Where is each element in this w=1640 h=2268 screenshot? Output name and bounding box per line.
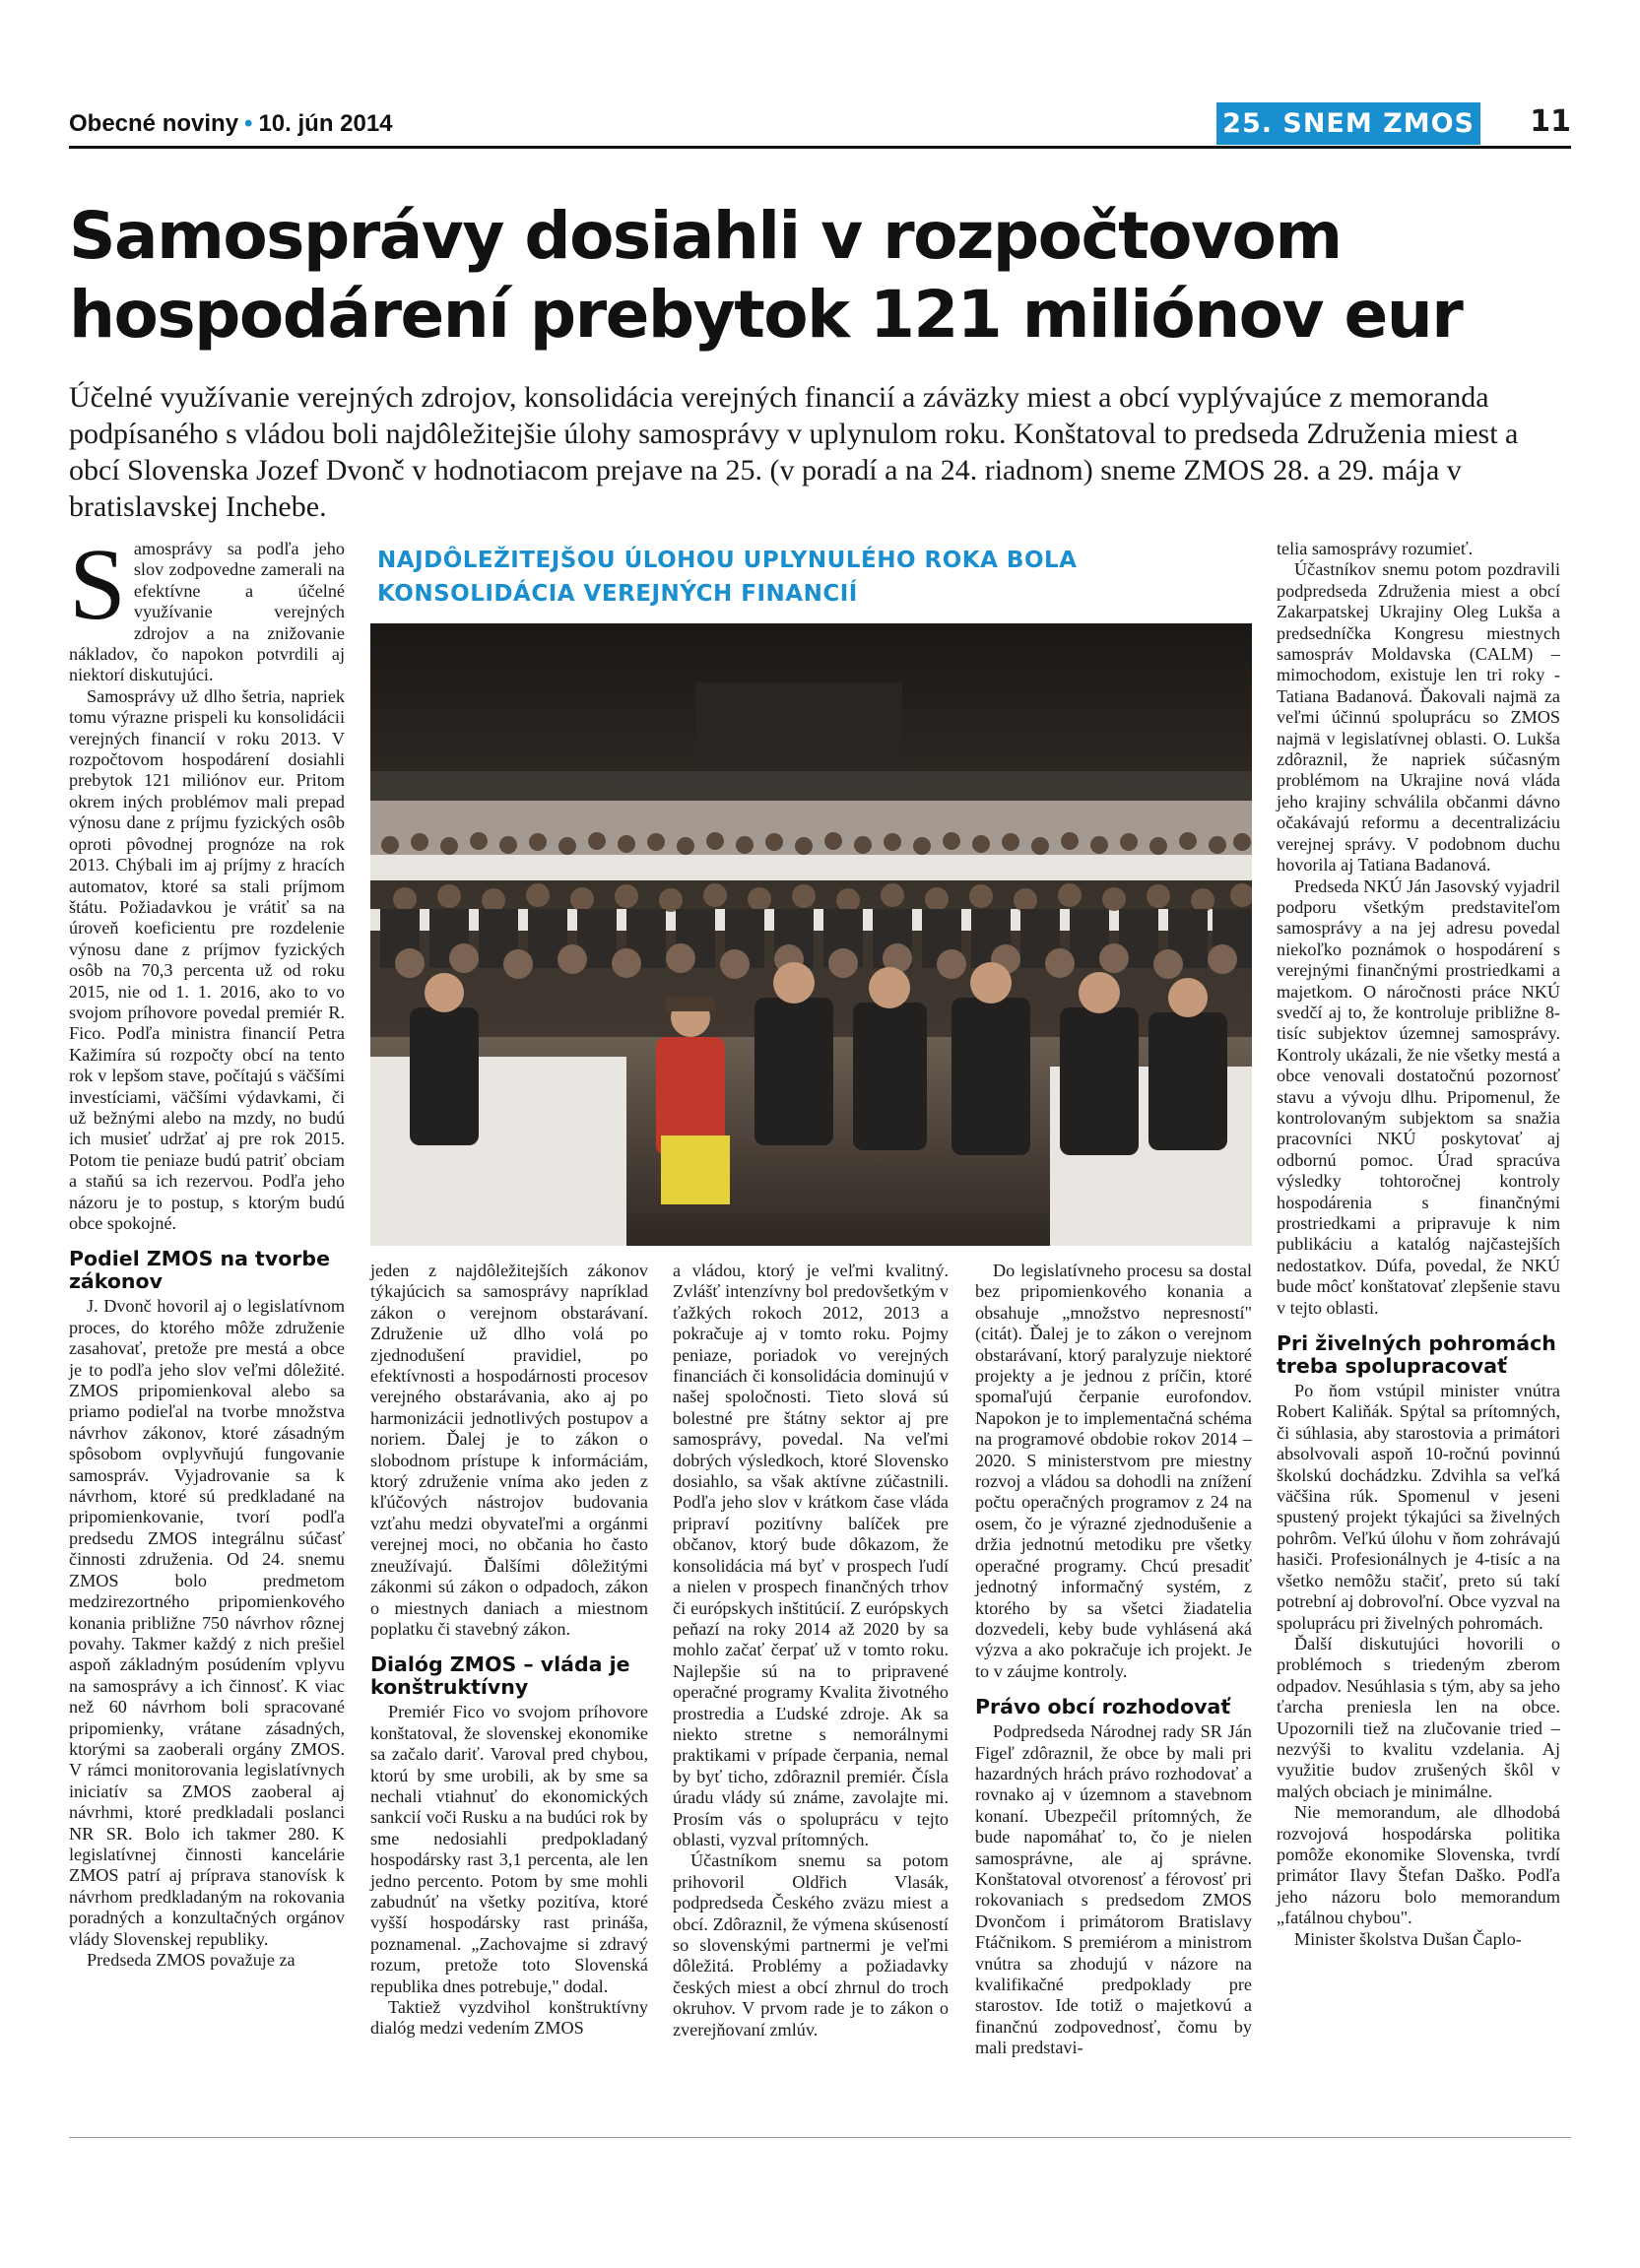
paragraph: Účastníkov snemu potom pozdravili podpredseda Združenia miest a obcí Zakarpatskej Ukrajiny Oleg Lukša a predsedníčka Kongresu miestnych samospráv Moldavska (CALM) – mimochodom, existuje len tri roky - Tatiana Badanová. Ďakovali najmä za veľmi účinnú spoluprácu so ZMOS najmä v legislatívnej oblasti. O. Lukša zdôraznil, že napriek súčasným problémom na Ukrajine nová vláda jeho krajiny schválila občanmi dávno očakávajú reformu a decentralizáciu verejnej správy. V podobnom duchu hovorila aj Tatiana Badanová. [1277, 559, 1560, 875]
publication-name: Obecné noviny [69, 110, 239, 137]
page-header [69, 102, 1571, 148]
lead-paragraph: Účelné využívanie verejných zdrojov, konsolidácia verejných financií a záväzky miest a obcí vyplývajúce z memoranda podpísaného s vládou boli najdôležitejšie úlohy samosprávy v uplynulom roku. Konštatoval to predseda Združenia miest a obcí Slovenska Jozef Dvonč v hodnotiacom prejave na 25. (v poradí a na 24. riadnom) sneme ZMOS 28. a 29. mája v bratislavskej Inchebe. [69, 381, 1519, 523]
conference-photo [370, 623, 1252, 1246]
separator-dot: • [244, 110, 253, 137]
paragraph: Do legislatívneho procesu sa dostal bez pripomienkového konania a obsahuje „množstvo nepresností" (citát). Ďalej je to zákon o verejnom obstarávaní, ktorý paralyzuje niektoré projekty a je jednou z príčin, ktoré spomaľujú čerpanie eurofondov. Napokon je to implementačná schéma na programové obdobie rokov 2014 – 2020. S ministerstvom pre miestny rozvoj a vládou sa dohodli na znížení počtu operačných programov z 24 na osem, čo je výrazné zjednodušenie a držia jednotnú metodiku pre všetky operačné programy. Chcú presadiť jednotný informačný systém, z ktorého by sa všetci žiadatelia dozvedeli, keby bude vyhlásená aká výzva a ako pokračuje ich projekt. Je to v záujme kontroly. [975, 1261, 1252, 1681]
subhead-line-2: KONSOLIDÁCIA VEREJNÝCH FINANCIÍ [377, 581, 858, 607]
column-5 [1277, 539, 1560, 1950]
page-number: 11 [1530, 104, 1571, 139]
paragraph [69, 528, 345, 686]
footer-rule [69, 2137, 1571, 2138]
column-1 [69, 528, 345, 1971]
publication-line [69, 110, 393, 138]
paragraph: Nie memorandum, ale dlhodobá rozvojová hospodárska politika pomôže ekonomike Slovenska, tvrdí primátor Ilavy Štefan Daško. Podľa jeho názoru bolo memorandum „fatálnou chybou". [1277, 1802, 1560, 1928]
paragraph: Predseda NKÚ Ján Jasovský vyjadril podporu všetkým predstaviteľom samosprávy a na jej adresu povedal niekoľko poznámok o hospodárení s verejnými finančnými prostriedkami a majetkom. O náročnosti práce NKÚ svedčí aj to, že kontroluje približne 8-tisíc subjektov územnej samosprávy. Kontroly ukázali, že nie všetky mestá a obce venovali dostatočnú pozornosť stavu a vývoju dlhu. Pripomenul, že kontrolovaným subjektom sa snažia pracovníci NKÚ poskytovať aj odbornú pomoc. Úrad spracúva výsledky tohtoročnej kontroly hospodárenia s finančnými prostriedkami a pripravuje k nim publikáciu a katalóg najčastejších nedostatkov. Dúfa, povedal, že NKÚ bude môcť konštatovať zlepšenie stavu v tejto oblasti. [1277, 875, 1560, 1318]
column-3 [673, 1261, 949, 2041]
paragraph: Po ňom vstúpil minister vnútra Robert Kaliňák. Spýtal sa prítomných, či súhlasia, aby starostovia a primátori absolvovali aspoň 10-ročnú povinnú školskú dochádzku. Zdvihla sa veľká väčšina rúk. Spomenul v jeseni spustený projekt týkajúci sa živelných pohrôm. Veľkú úlohu v ňom zohrávajú hasiči. Profesionálnych je 4-tisíc a na všetko nemôžu stačiť, preto sú takí potrební aj dobrovoľní. Obce vyzval na spoluprácu pri živelných pohromách. [1277, 1381, 1560, 1633]
paragraph: Taktiež vyzdvihol konštruktívny dialóg medzi vedením ZMOS [370, 1997, 648, 2039]
paragraph: Ďalší diskutujúci hovorili o problémoch s triedeným zberom odpadov. Nesúhlasia s tým, aby sa jeho ťarcha preniesla len na obce. Upozornili tiež na zlučovanie tried – nezvýši to kvalitu vzdelania. Aj využitie budov zrušených škôl v malých obciach je minimálne. [1277, 1633, 1560, 1801]
paragraph: J. Dvonč hovoril aj o legislatívnom proces, do ktorého môže združenie zasahovať, pretože pre mestá a obce je to podľa jeho slov veľmi dôležité. ZMOS pripomienkoval alebo sa priamo podieľal na tvorbe množstva návrhov zákonov, ktoré zásadným spôsobom ovplyvňujú fungovanie samospráv. Vyjadrovanie sa k návrhom, ktoré sú predkladané na pripomienkovanie, tvorí podľa predsedu ZMOS integrálnu súčasť činnosti združenia. Od 24. snemu ZMOS bolo predmetom medzirezortného pripomienkového konania približne 750 návrhov rôznej povahy. Takmer každý z nich prešiel aspoň základným posúdením vplyvu na samosprávy a ich činnosť. K viac než 60 návrhom boli spracované pripomienky, vrátane zásadných, ktorými sa zaoberali orgány ZMOS. V rámci monitorovania legislatívnych iniciatív sa ZMOS zaoberal aj návrhmi, ktoré predkladali poslanci NR SR. Bolo ich takmer 280. K legislatívnej činnosti kancelárie ZMOS patrí aj príprava stanovísk k návrhom predkladaným na rokovania poradných a konzultačných orgánov vlády Slovenskej republiky. [69, 1296, 345, 1949]
paragraph: Premiér Fico vo svojom príhovore konštatoval, že slovenskej ekonomike sa začalo dariť. Varoval pred chybou, ktorú by sme urobili, ak by sme sa nechali vtiahnuť do ekonomických sankcií voči Rusku a na budúci rok by sme nedosiahli predpokladaný hospodársky rast 3,1 percenta, ale len jedno percento. Potom by sme mohli zabudnúť na všetky pozitíva, ktoré vyšší hospodársky rast prináša, poznamenal. „Zachovajme si zdravý rozum, pretože toto Slovenská republika dnes potrebuje," dodal. [370, 1702, 648, 1996]
paragraph: telia samosprávy rozumieť. [1277, 539, 1474, 558]
paragraph: Podpredseda Národnej rady SR Ján Figeľ zdôraznil, že obce by mali pri hazardných hrách právo rozhodovať a rovnako aj v územnom a stavebnom konaní. Ubezpečil prítomných, že bude napomáhať to, čo je nielen samosprávne, ale aj správne. Konštatoval otvorenosť a férovosť pri rokovaniach s predsedom ZMOS Dvončom i primátorom Bratislavy Ftáčnikom. S premiérom a ministrom vnútra sa zhodujú v názore na kvalifikačné predpoklady pre starostov. Ide totiž o majetkovú a finančnú zodpovednosť, čomu by mali predstavi- [975, 1721, 1252, 2058]
paragraph-text: amosprávy sa podľa jeho slov zodpovedne zamerali na efektívne a účelné využívanie verejných zdrojov a na znižovanie nákladov, čo napokon potvrdili aj niektorí diskutujúci. [69, 539, 345, 685]
headline-line-2: hospodárení prebytok 121 miliónov eur [69, 277, 1463, 353]
column-2 [370, 1261, 648, 2040]
photo-subhead [377, 544, 1244, 611]
paragraph: Samosprávy už dlho šetria, napriek tomu výrazne prispeli ku konsolidácii verejných financií v roku 2013. V rozpočtovom hospodárení dosiahli prebytok 121 miliónov eur. Pritom okrem iných problémov mali prepad výnosu dane z príjmu fyzických osôb oproti pôvodnej prognóze na rok 2013. Chýbali im aj príjmy z hracích automatov, ktoré sa stali príjmom štátu. Požiadavkou je vrátiť sa na úroveň koeficientu pre rozdelenie výnosu dane z príjmov fyzických osôb na 70,3 percenta už od roku 2015, nie od 1. 1. 2016, ako to vo svojom príhovore povedal premiér R. Fico. Podľa ministra financií Petra Kažimíra sú rozpočty obcí na tento rok v lepšom stave, počítajú s väčšími investíciami, väčšími výdavkami, či už bežnými alebo na mzdy, no budú ich musieť udržať aj pre rok 2015. Potom tie peniaze budú patriť obciam a staňú sa ich rezervou. Podľa jeho názoru je to postup, s ktorým budú obce spokojné. [69, 685, 345, 1233]
drop-cap: S [69, 528, 126, 641]
paragraph: jeden z najdôležitejších zákonov týkajúcich sa samosprávy napríklad zákon o verejnom obstarávaní. Združenie už dlho volá po zjednodušení pravidiel, po efektívnosti a hospodárnosti procesov verejného obstarávania, ako aj po harmonizácii jednotlivých postupov a noriem. Ďalej je to zákon o slobodnom prístupe k informáciám, ktorý združenie vníma ako jeden z kľúčových nástrojov budovania vzťahu medzi obyvateľmi a orgánmi verejnej moci, no občania ho často zneužívajú. Ďalšími dôležitými zákonmi sú zákon o odpadoch, zákon o miestnych daniach a miestnom poplatku či stavebný zákon. [370, 1261, 648, 1639]
issue-date: 10. jún 2014 [258, 110, 393, 137]
paragraph: Účastníkom snemu sa potom prihovoril Oldřich Vlasák, podpredseda Českého zväzu miest a obcí. Zdôraznil, že výmena skúseností so slovenskými partnermi je veľmi dôležitá. Problémy a požiadavky českých miest a obcí zhrnul do troch okruhov. V prvom rade je to zákon o zverejňovaní zmlúv. [673, 1850, 949, 2040]
paragraph: a vládou, ktorý je veľmi kvalitný. Zvlášť intenzívny bol predovšetkým v ťažkých rokoch 2012, 2013 a pokračuje aj v tomto roku. Pojmy peniaze, poriadok vo verejných financiách či konsolidácia dominujú v našej spoločnosti. Tieto slová sú bolestné pre štátny sektor aj pre samosprávy, povedal. Na veľmi dobrých výsledkoch, ktoré Slovensko dosiahlo, sa však aktívne zúčastnili. Podľa jeho slov v krátkom čase vláda pripraví pozitívny balíček pre občanov, ktorý bude dôkazom, že konsolidácia má byť v prospech ľudí a nielen v prospech finančných trhov či európskych inštitúcií. Z európskych peňazí na roky 2014 až 2020 by sa mohlo začať čerpať už v tomto roku. Najlepšie sú na to pripravené operačné programy Kvalita životného prostredia a Ľudské zdroje. Ak sa niekto stretne s nemorálnymi praktikami v prípade čerpania, nemal by byť ticho, zdôraznil premiér. Čísla úradu vlády sú známe, zavolajte mi. Prosím vás o spoluprácu v tejto oblasti, vyzval prítomných. [673, 1261, 949, 1849]
header-rule [69, 146, 1571, 149]
paragraph: Predseda ZMOS považuje za [87, 1950, 295, 1970]
subheading: Pri živelných pohromách treba spolupracovať [1277, 1331, 1556, 1379]
column-4 [975, 1261, 1252, 2059]
subhead-line-1: NAJDÔLEŽITEJŠOU ÚLOHOU UPLYNULÉHO ROKA BOLA [377, 548, 1078, 573]
headline [69, 197, 1576, 355]
paragraph: Minister školstva Dušan Čaplo- [1294, 1928, 1522, 1949]
subheading: Podiel ZMOS na tvorbe zákonov [69, 1247, 330, 1294]
subheading: Právo obcí rozhodovať [975, 1695, 1231, 1719]
headline-line-1: Samosprávy dosiahli v rozpočtovom [69, 198, 1342, 274]
section-label: 25. SNEM ZMOS [1216, 102, 1480, 145]
conference-audience-image [370, 623, 1252, 1246]
subheading: Dialóg ZMOS – vláda je konštruktívny [370, 1652, 630, 1700]
